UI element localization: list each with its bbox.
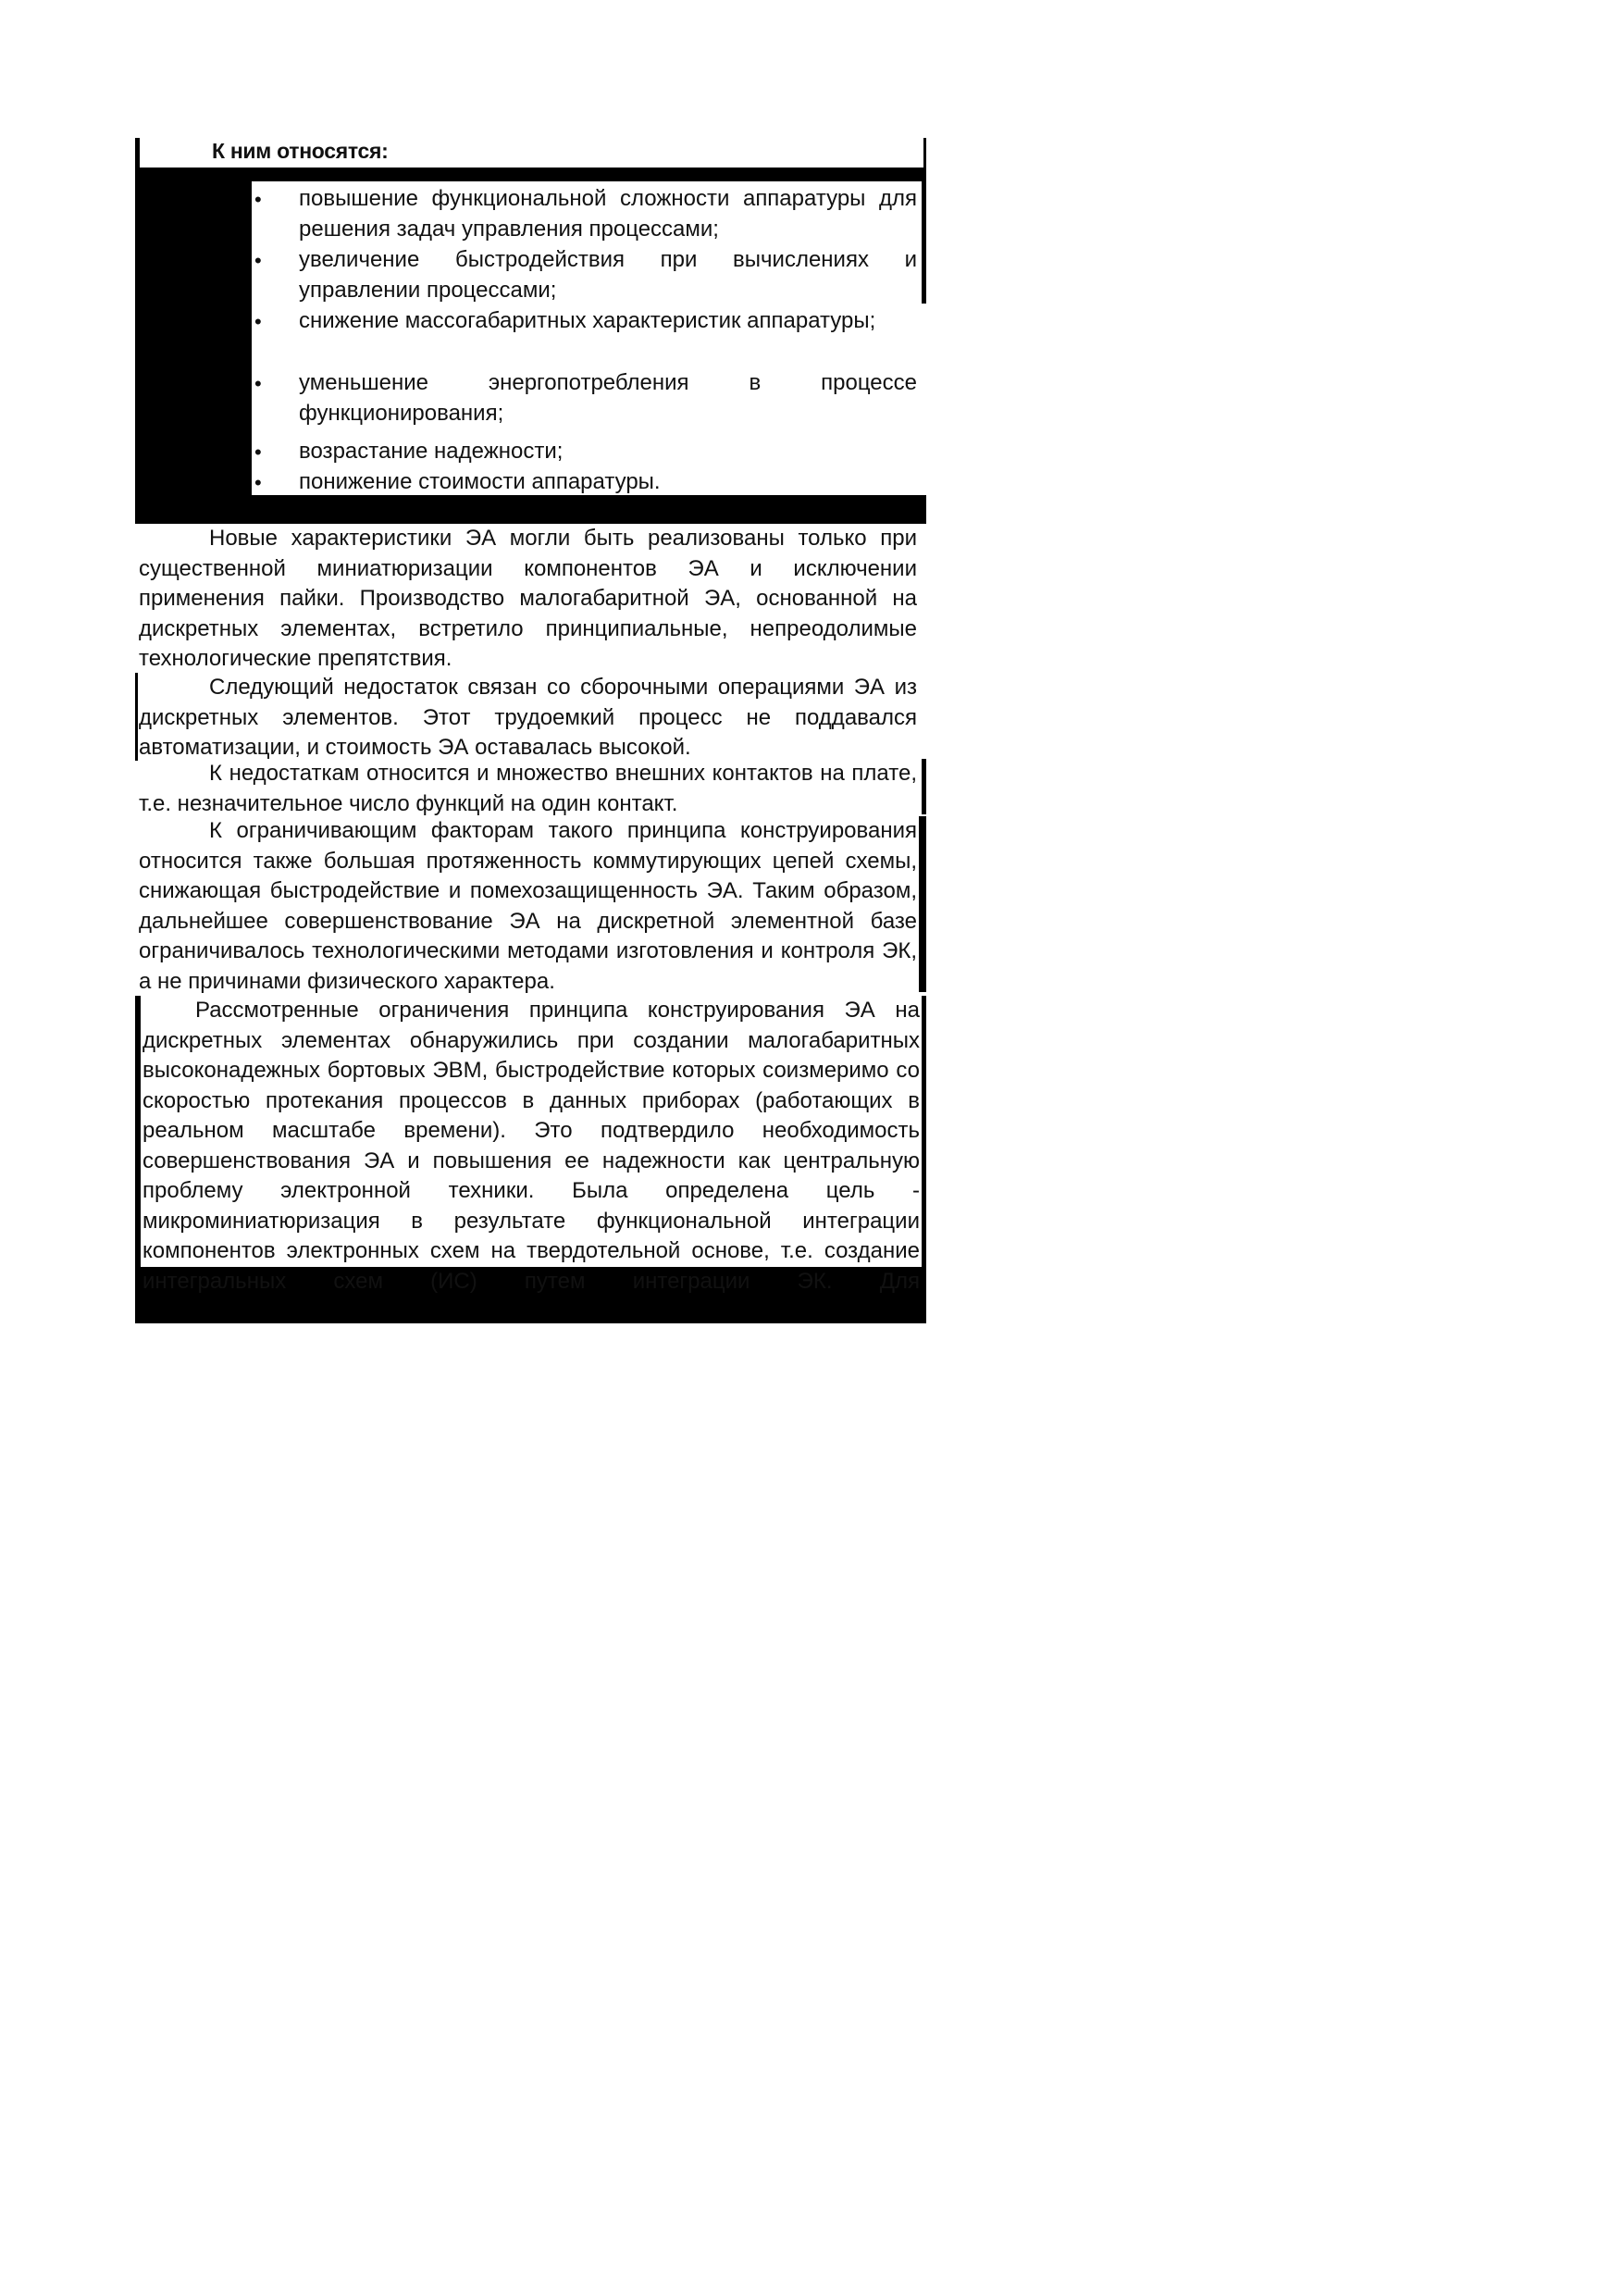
- bullet-icon: •: [254, 372, 262, 395]
- bullet-icon: •: [254, 188, 262, 211]
- paragraph: Рассмотренные ограничения принципа конструирования ЭА на дискретных элементах обнаружились при создании малогабаритных высоконадежных бортовых ЭВМ, быстродействие которых соизмеримо со скоростью протекания процессов в данных приборах (работающих в реальном масштабе времени). Это подтвердило необходимость совершенствования ЭА и повышения ее надежности как центральную проблему электронной техники. Была определена цель - микроминиатюризация в результате функциональной интеграции компонентов электронных схем на твердотельной основе, т.е. создание интегральных схем (ИС) путем интеграции ЭК. Для: [142, 998, 920, 1294]
- scan-edge-right-mid: [922, 759, 926, 814]
- bullet-icon: •: [254, 441, 262, 464]
- scan-edge-list-right: [922, 181, 926, 304]
- scan-edge-right-lower: [919, 816, 926, 992]
- paragraph: Новые характеристики ЭА могли быть реализованы только при существенной миниатюризации компонентов ЭА и исключении применения пайки. Производство малогабаритной ЭА, основанной на дискретных элементах, встретило принципиальные, непреодолимые технологические препятствия.: [139, 526, 917, 671]
- bullet-icon: •: [254, 471, 262, 494]
- list-item: увеличение быстродействия при вычислениях и управлении процессами;: [299, 247, 917, 303]
- bullet-icon: •: [254, 310, 262, 333]
- paragraph: К ограничивающим факторам такого принципа конструирования относится также большая протяженность коммутирующих цепей схемы, снижающая быстродействие и помехозащищенность ЭА. Таким образом, дальнейшее совершенствование ЭА на дискретной элементной базе ограничивалось технологическими методами изготовления и контроля ЭК, а не причинами физического характера.: [139, 818, 917, 994]
- scan-edge-right-bottom: [922, 996, 926, 1269]
- bullet-icon: •: [254, 249, 262, 272]
- list-item: понижение стоимости аппаратуры.: [299, 469, 661, 494]
- scan-edge-right-top: [923, 138, 926, 168]
- paragraph: К недостаткам относится и множество внешних контактов на плате, т.е. незначительное число функций на один контакт.: [139, 761, 917, 816]
- scan-edge-left-mid: [135, 673, 138, 761]
- scan-band-list-bottom: [135, 495, 926, 524]
- scan-block-list-left: [135, 181, 252, 495]
- list-item: повышение функциональной сложности аппаратуры для решения задач управления процессами;: [299, 186, 917, 242]
- list-item: уменьшение энергопотребления в процессе функционирования;: [299, 370, 917, 426]
- scan-edge-left-bottom: [135, 996, 141, 1269]
- scan-band-top: [135, 168, 926, 181]
- scan-edge-left-top: [135, 138, 140, 168]
- list-item: снижение массогабаритных характеристик аппаратуры;: [299, 308, 876, 333]
- list-item: возрастание надежности;: [299, 439, 564, 464]
- section-heading: К ним относятся:: [212, 139, 389, 163]
- paragraph: Следующий недостаток связан со сборочными операциями ЭА из дискретных элементов. Этот трудоемкий процесс не поддавался автоматизации, и стоимость ЭА оставалась высокой.: [139, 675, 917, 760]
